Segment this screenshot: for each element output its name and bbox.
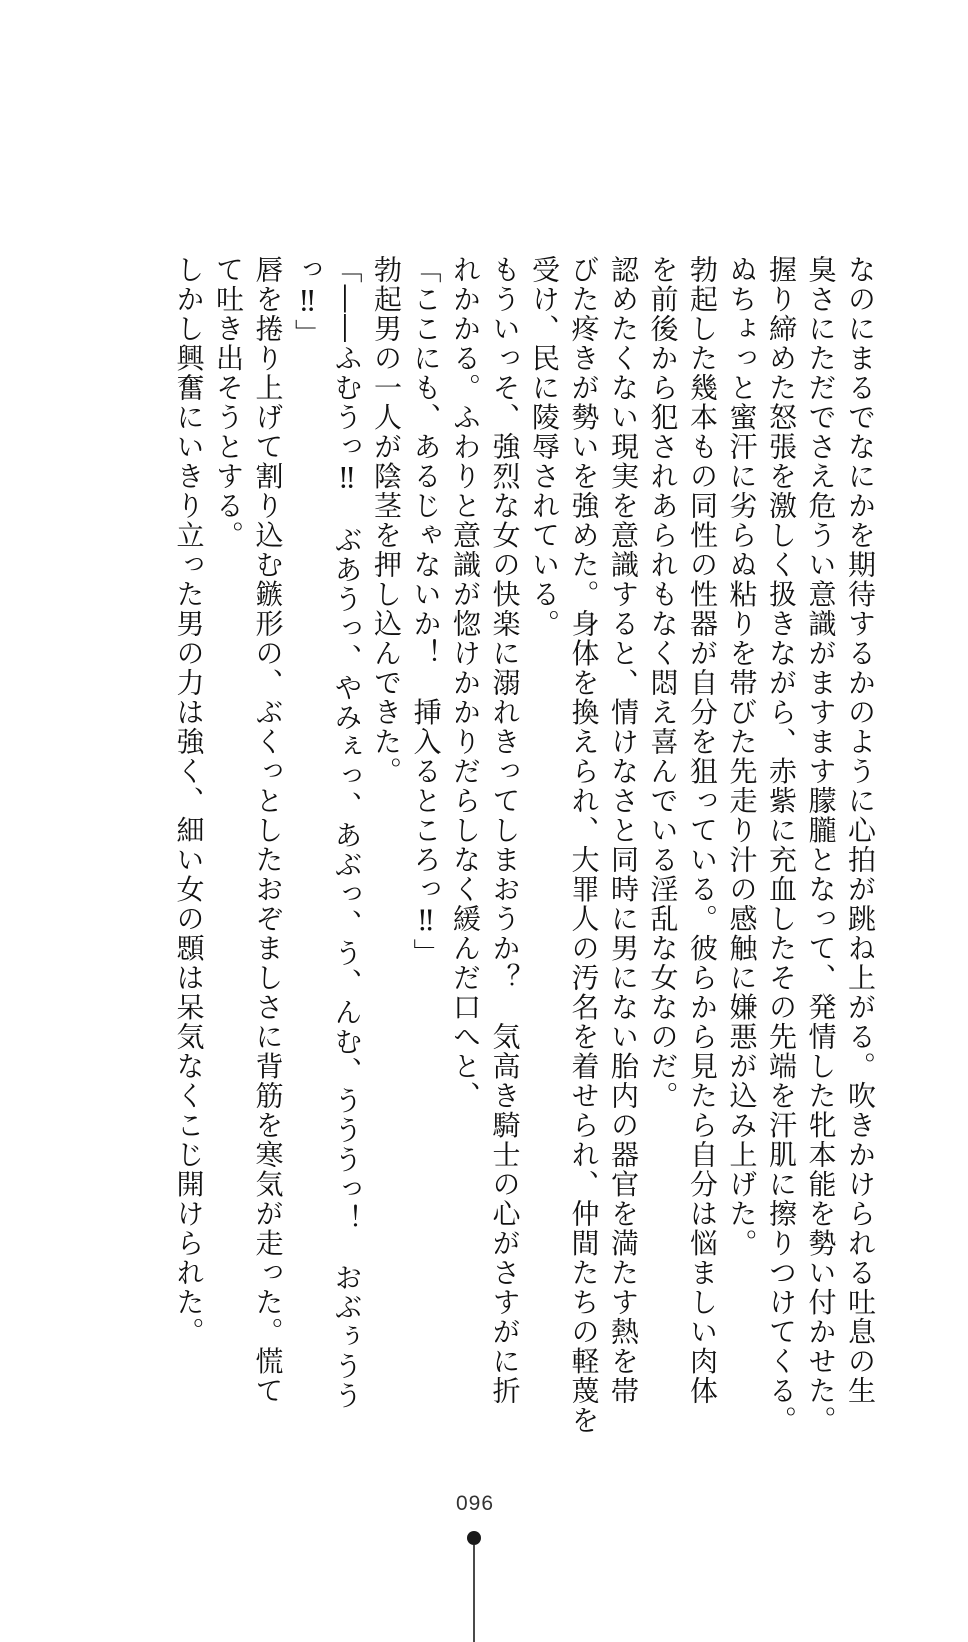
page-number: 096 [455, 1492, 495, 1515]
text-line: っ‼」 [291, 255, 324, 349]
vertical-text-block [169, 255, 880, 1435]
text-line: れかかる。ふわりと意識が惚けかかりだらしなく緩んだ口へと、 [449, 255, 482, 1111]
text-line: て吐き出そうとする。 [212, 255, 245, 550]
page-marker-line [473, 1545, 475, 1642]
text-line: 「ここにも、あるじゃないか！ 挿入るところっ‼」 [409, 255, 443, 968]
text-line: 勃起した幾本もの同性の性器が自分を狙っている。彼らから見たら自分は悩ましい肉体 [686, 255, 719, 1406]
text-line: 勃起男の一人が陰茎を押し込んできた。 [370, 255, 403, 786]
text-line: 認めたくない現実を意識すると、情けなさと同時に男にない胎内の器官を満たす熱を帯 [607, 255, 640, 1406]
text-line: もういっそ、強烈な女の快楽に溺れきってしまおうか？ 気高き騎士の心がさすがに折 [488, 255, 522, 1406]
text-line: しかし興奮にいきり立った男の力は強く、細い女の顋は呆気なくこじ開けられた。 [172, 255, 206, 1347]
text-line: を前後から犯されあられもなく悶え喜んでいる淫乱な女なのだ。 [646, 255, 680, 1111]
text-line: びた疼きが勢いを強めた。身体を換えられ、大罪人の汚名を着せられ、仲間たちの軽蔑を [567, 255, 601, 1435]
text-line: 「――ふむうっ‼ ぶあうっ、やみぇっ、あぶっ、う、んむ、うううっ！ おぶぅうう [330, 255, 364, 1411]
text-line: 臭さにただでさえ危うい意識がますます朦朧となって、発情した牝本能を勢い付かせた。 [804, 255, 838, 1435]
text-line: 唇を捲り上げて割り込む鏃形の、ぶくっとしたおぞましさに背筋を寒気が走った。慌て [251, 255, 285, 1406]
page-marker-dot [467, 1531, 481, 1545]
text-line: なのにまるでなにかを期待するかのように心拍が跳ね上がる。吹きかけられる吐息の生 [844, 255, 877, 1406]
text-line: 受け、民に陵辱されている。 [528, 255, 561, 639]
text-line: 握り締めた怒張を激しく扱きながら、赤紫に充血したその先端を汗肌に擦りつけてくる。 [765, 255, 798, 1435]
text-line: ぬちょっと蜜汗に劣らぬ粘りを帯びた先走り汁の感触に嫌悪が込み上げた。 [725, 255, 759, 1258]
